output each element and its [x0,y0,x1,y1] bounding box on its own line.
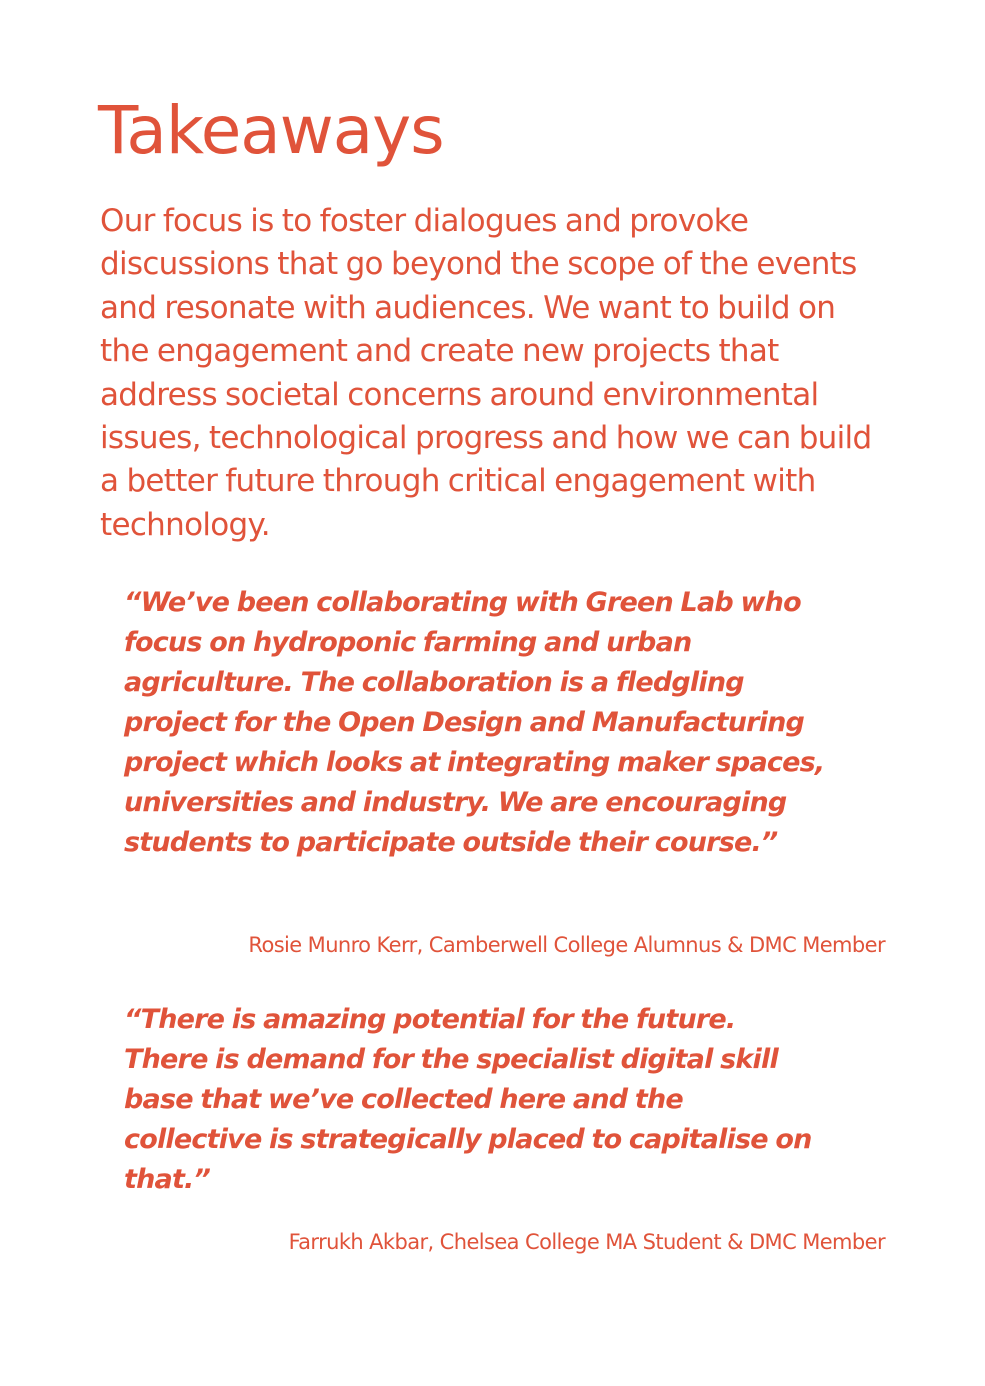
quote-attribution-rosie-munro-kerr: Rosie Munro Kerr, Camberwell College Alumnus & DMC Member [248,933,885,957]
page-title: Takeaways [98,92,444,169]
quote-attribution-farrukh-akbar: Farrukh Akbar, Chelsea College MA Student & DMC Member [288,1230,885,1254]
quote-rosie-munro-kerr: “We’ve been collaborating with Green Lab who focus on hydroponic farming and urban agriculture. The collaboration is a fledgling project for the Open Design and Manufacturing project which looks at integrating maker spaces, universities and industry. We are encouraging students to participate outside their course.” [124,587,825,858]
intro-paragraph: Our focus is to foster dialogues and provoke discussions that go beyond the scope of the events and resonate with audiences. We want to build on the engagement and create new projects that address societal concerns around environmental issues, technological progress and how we can build a better future through critical engagement with technology. [100,203,872,543]
quote-farrukh-akbar: “There is amazing potential for the future. There is demand for the specialist digital skill base that we’ve collected here and the collective is strategically placed to capitalise on that.” [124,1004,812,1195]
